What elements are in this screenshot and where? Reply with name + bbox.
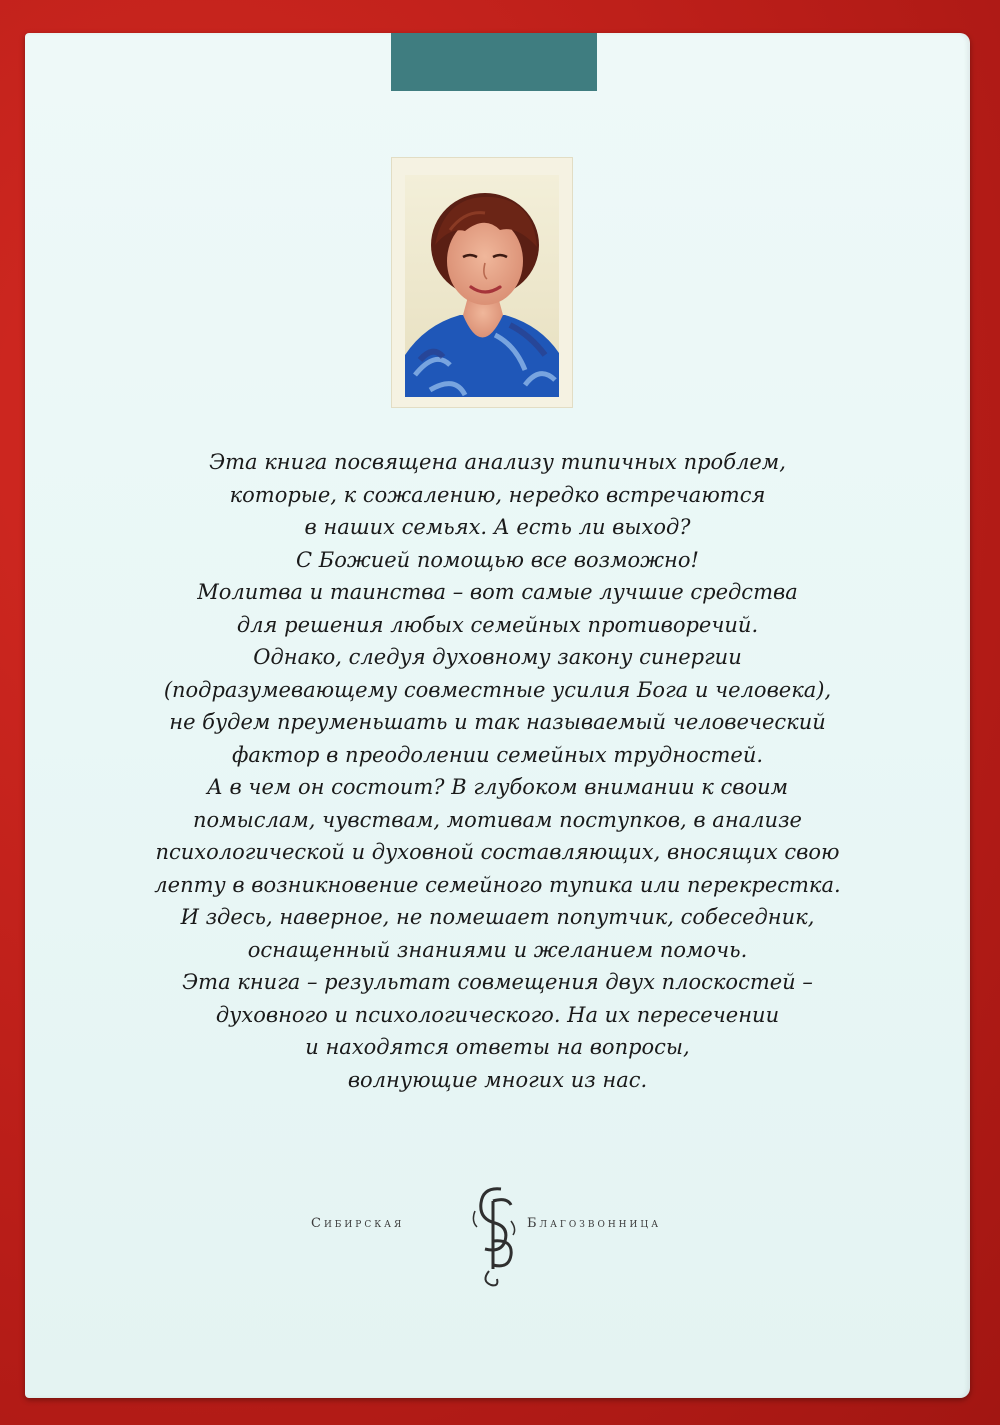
publisher-logo	[295, 1181, 715, 1291]
blurb-line: С Божией помощью все возможно!	[296, 547, 699, 572]
cover-tab	[391, 33, 597, 91]
publisher-name-right: Благозвонница	[527, 1216, 662, 1231]
blurb-line: оснащенный знаниями и желанием помочь.	[247, 937, 748, 962]
book-back-cover	[25, 33, 970, 1398]
blurb-line: и находятся ответы на вопросы,	[305, 1035, 690, 1059]
blurb-line: лепту в возникновение семейного тупика или перекрестка.	[154, 872, 841, 897]
blurb-line: волнующие многих из нас.	[347, 1067, 648, 1092]
author-photo-frame	[391, 157, 573, 408]
blurb-line: для решения любых семейных противоречий.	[236, 612, 759, 637]
blurb-line: А в чем он состоит? В глубоком внимании к своим	[206, 775, 789, 799]
blurb-line: в наших семьях. А есть ли выход?	[304, 515, 691, 539]
blurb-line: Эта книга посвящена анализу типичных проблем,	[209, 450, 786, 474]
blurb-line: помыслам, чувствам, мотивам поступков, в анализе	[193, 807, 802, 832]
blurb-line: Молитва и таинства – вот самые лучшие средства	[197, 580, 798, 604]
blurb-line: (подразумевающему совместные усилия Бога и человека),	[163, 677, 832, 702]
blurb-line: не будем преуменьшать и так называемый человеческий	[169, 710, 826, 734]
blurb-line: фактор в преодолении семейных трудностей.	[231, 742, 764, 767]
blurb-line: Однако, следуя духовному закону синергии	[253, 645, 742, 669]
blurb-line: психологической и духовной составляющих, вносящих свою	[155, 840, 840, 864]
blurb-line: духовного и психологического. На их пересечении	[215, 1002, 780, 1027]
publisher-name-left: Сибирская	[311, 1216, 405, 1231]
blurb-line: Эта книга – результат совмещения двух плоскостей –	[182, 970, 813, 994]
author-photo	[405, 175, 559, 397]
blurb-line: которые, к сожалению, нередко встречаются	[229, 482, 766, 507]
portrait-illustration	[405, 175, 559, 397]
blurb-line: И здесь, наверное, не помешает попутчик, собеседник,	[180, 905, 815, 929]
blurb-text	[85, 446, 910, 1096]
sb-monogram-icon	[463, 1181, 523, 1291]
